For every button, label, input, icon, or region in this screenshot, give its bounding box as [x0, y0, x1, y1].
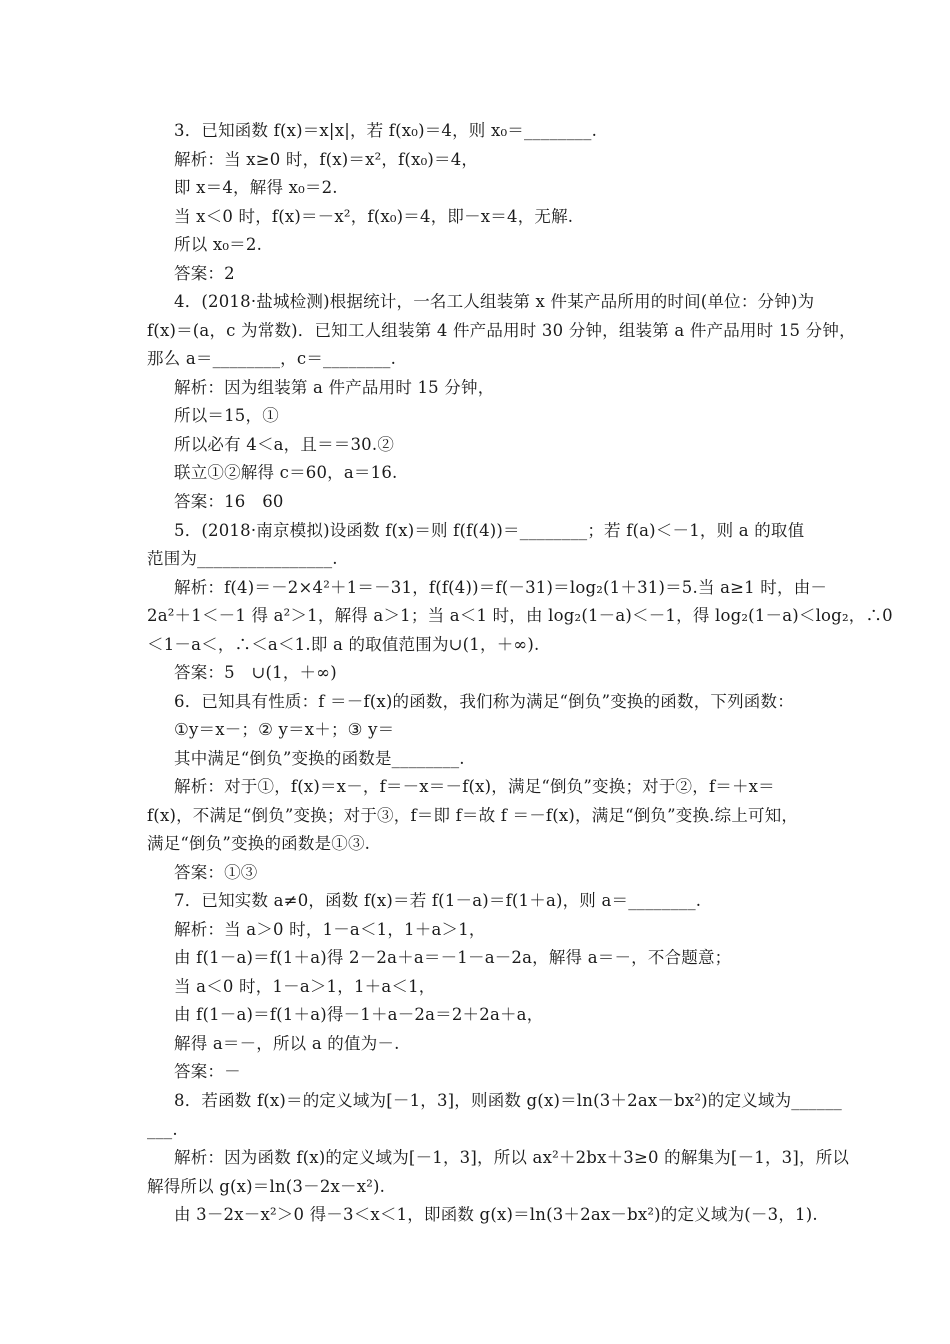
text-line: 6．已知具有性质：f ＝－f(x)的函数，我们称为满足“倒负”变换的函数，下列函数：	[174, 692, 794, 711]
text-line: 那么 a＝________，c＝________.	[147, 349, 397, 368]
text-line: 由 f(1－a)＝f(1＋a)得－1＋a－2a＝2＋2a＋a，	[174, 1005, 544, 1024]
text-line: 答案：－	[174, 1062, 241, 1081]
text-line: 2a²＋1＜－1 得 a²＞1，解得 a＞1；当 a＜1 时，由 log₂(1－a)＜－1，得 log₂(1－a)＜log₂，∴0	[147, 606, 893, 625]
text-line: 范围为________________.	[147, 549, 338, 568]
text-line: 解得所以 g(x)＝ln(3－2x－x²).	[147, 1177, 386, 1196]
text-line: 答案：5 ∪(1，＋∞)	[174, 663, 337, 682]
text-line: 解析：当 a＞0 时，1－a＜1，1＋a＞1，	[174, 920, 486, 939]
text-line: 当 a＜0 时，1－a＞1，1＋a＜1，	[174, 977, 436, 996]
text-line: 3．已知函数 f(x)＝x|x|，若 f(x₀)＝4，则 x₀＝________.	[174, 121, 598, 140]
text-line: 满足“倒负”变换的函数是①③.	[147, 834, 371, 853]
text-line: 由 3－2x－x²＞0 得－3＜x＜1，即函数 g(x)＝ln(3＋2ax－bx²)的定义域为(－3，1).	[174, 1205, 818, 1224]
text-line: 所以必有 4＜a，且＝＝30.②	[174, 435, 395, 454]
text-line: 答案：16 60	[174, 492, 284, 511]
text-line: 由 f(1－a)＝f(1＋a)得 2－2a＋a＝－1－a－2a，解得 a＝－，不合题意；	[174, 948, 732, 967]
text-line: f(x)＝(a，c 为常数)．已知工人组装第 4 件产品用时 30 分钟，组装第 a 件产品用时 15 分钟，	[147, 321, 856, 340]
text-line: 当 x＜0 时，f(x)＝－x²，f(x₀)＝4，即－x＝4，无解.	[174, 207, 574, 226]
text-line: 7．已知实数 a≠0，函数 f(x)＝若 f(1－a)＝f(1＋a)，则 a＝________.	[174, 891, 702, 910]
text-line: 联立①②解得 c＝60，a＝16.	[174, 463, 398, 482]
text-line: 解析：对于①，f(x)＝x－，f＝－x＝－f(x)，满足“倒负”变换；对于②，f＝＋x＝	[174, 777, 775, 796]
text-line: 所以 x₀＝2.	[174, 235, 263, 254]
text-line: f(x)，不满足“倒负”变换；对于③，f＝即 f＝故 f ＝－f(x)，满足“倒负”变换.综上可知，	[147, 806, 799, 825]
text-line: ＜1－a＜，∴＜a＜1.即 a 的取值范围为∪(1，＋∞).	[147, 635, 540, 654]
text-line: 4．(2018·盐城检测)根据统计，一名工人组装第 x 件某产品所用的时间(单位：分钟)为	[174, 292, 815, 311]
text-line: 即 x＝4，解得 x₀＝2.	[174, 178, 338, 197]
text-line: 答案：①③	[174, 863, 258, 882]
text-line: 其中满足“倒负”变换的函数是________.	[174, 749, 465, 768]
text-line: ①y＝x－；② y＝x＋；③ y＝	[174, 720, 395, 739]
text-line: 所以＝15，①	[174, 406, 279, 425]
text-line: 5．(2018·南京模拟)设函数 f(x)＝则 f(f(4))＝________；若 f(a)＜－1，则 a 的取值	[174, 521, 805, 540]
text-line: 解析：当 x≥0 时，f(x)＝x²，f(x₀)＝4，	[174, 150, 479, 169]
text-line: 解析：因为函数 f(x)的定义域为[－1，3]，所以 ax²＋2bx＋3≥0 的解集为[－1，3]，所以	[174, 1148, 850, 1167]
text-line: 答案：2	[174, 264, 235, 283]
text-line: ___.	[147, 1120, 178, 1139]
text-line: 解析：因为组装第 a 件产品用时 15 分钟，	[174, 378, 495, 397]
text-line: 解得 a＝－，所以 a 的值为－.	[174, 1034, 400, 1053]
text-line: 解析：f(4)＝－2×4²＋1＝－31，f(f(4))＝f(－31)＝log₂(1＋31)＝5.当 a≥1 时，由－	[174, 578, 828, 597]
text-line: 8．若函数 f(x)＝的定义域为[－1，3]，则函数 g(x)＝ln(3＋2ax－bx²)的定义域为______	[174, 1091, 842, 1110]
